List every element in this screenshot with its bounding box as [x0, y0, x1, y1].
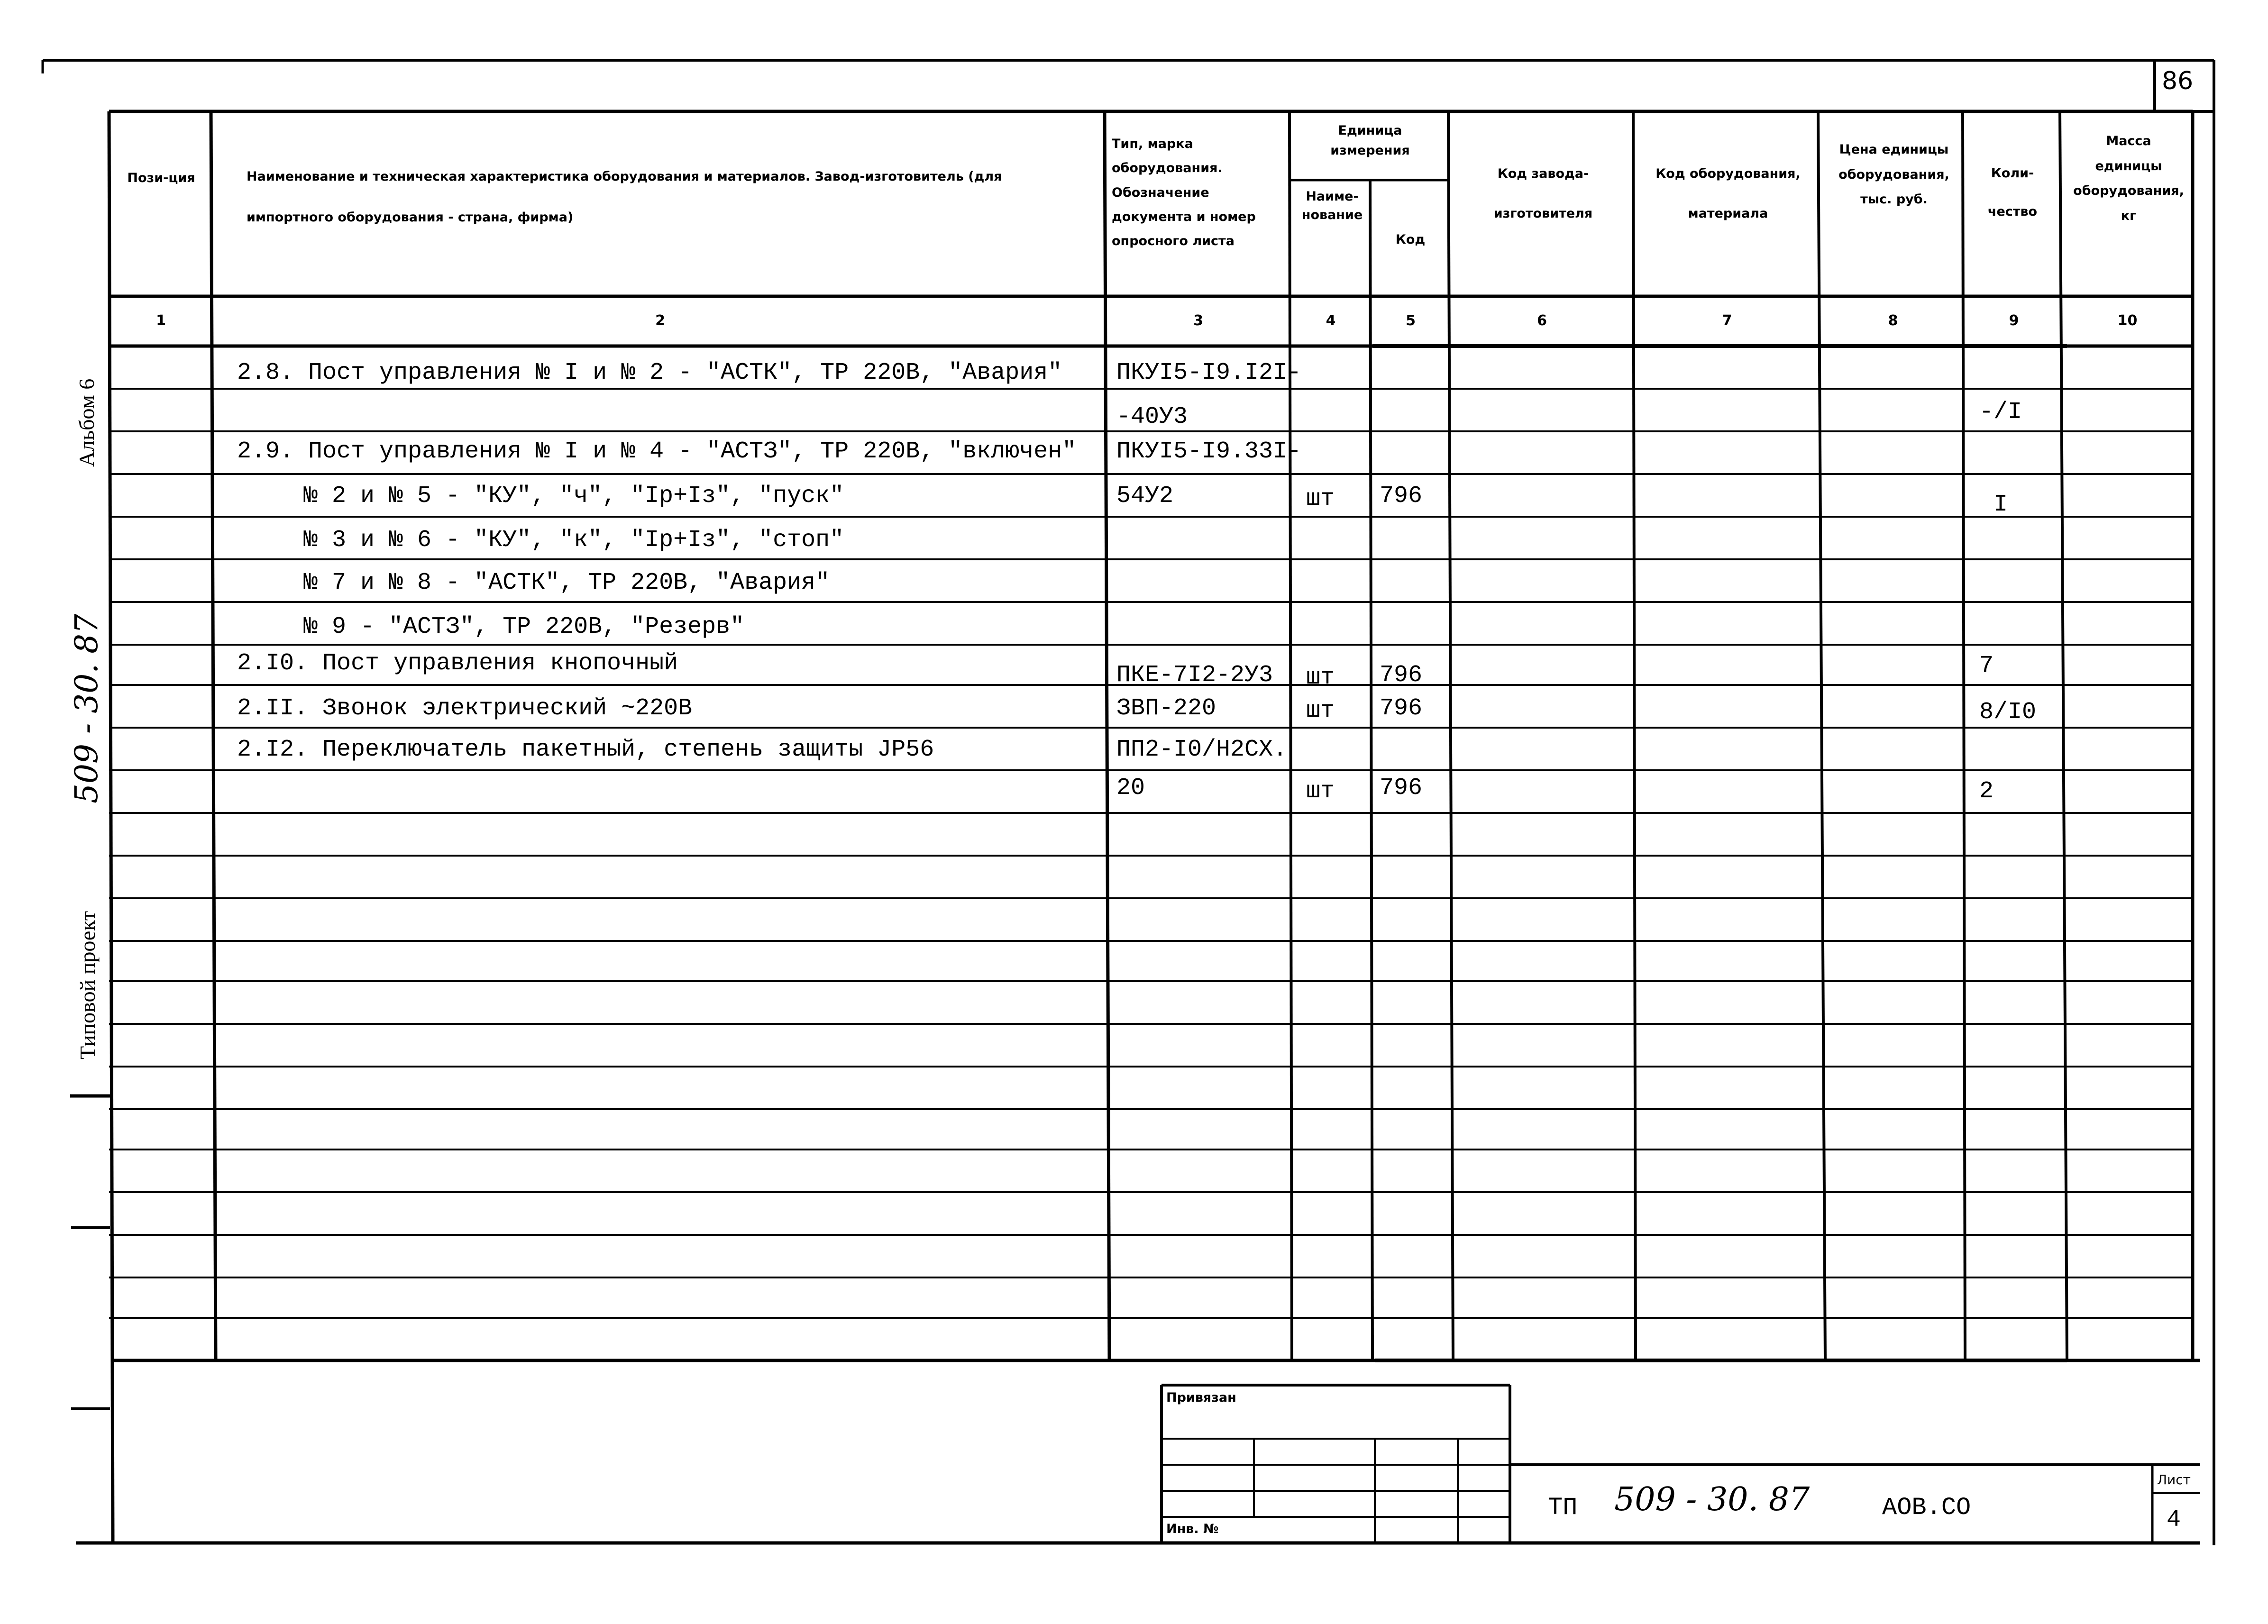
header-position: Пози-ция	[127, 171, 195, 185]
column-number: 7	[1722, 312, 1732, 329]
header-type: Тип, марка оборудования. Обозначение документа и номер опросного листа	[1112, 137, 1256, 249]
row-type: ПКЕ-7I2-2У3	[1116, 662, 1273, 689]
header-equipment-code: Код оборудования, материала	[1655, 166, 1801, 221]
row-unit: шт	[1306, 778, 1335, 805]
header-unit-group: Единица измерения	[1330, 123, 1410, 158]
row-name: № 3 и № 6 - "КУ", "к", "Iр+Iз", "стоп"	[303, 527, 844, 554]
header-quantity: Коли-чество	[1987, 166, 2038, 219]
side-label-project-type: Типовой проект	[75, 911, 100, 1059]
row-code: 796	[1380, 662, 1423, 689]
row-name: 2.8. Пост управления № I и № 2 - "АСТК", ТР 220В, "Авария"	[237, 359, 1062, 386]
stamp-inv-label: Инв. №	[1166, 1522, 1219, 1536]
column-number: 6	[1537, 312, 1547, 329]
row-code: 796	[1380, 775, 1423, 802]
stamp-attached-label: Привязан	[1166, 1390, 1236, 1405]
row-name: № 7 и № 8 - "АСТК", ТР 220В, "Авария"	[303, 569, 830, 596]
sheet-number: 4	[2167, 1506, 2181, 1533]
column-number: 10	[2117, 312, 2138, 329]
header-mass: Масса единицы оборудования, кг	[2073, 134, 2184, 223]
row-type: ЗВП-220	[1116, 695, 1216, 722]
row-unit: шт	[1306, 664, 1335, 691]
row-type: 20	[1116, 775, 1145, 802]
row-name: 2.I0. Пост управления кнопочный	[237, 650, 678, 677]
row-type: ПП2-I0/Н2СХ.	[1116, 736, 1288, 763]
sheet-label: Лист	[2157, 1472, 2191, 1487]
column-number: 4	[1326, 312, 1336, 329]
row-type: -40У3	[1116, 403, 1188, 430]
header-price: Цена единицы оборудования, тыс. руб.	[1838, 142, 1949, 207]
row-name: № 2 и № 5 - "КУ", "ч", "Iр+Iз", "пуск"	[303, 483, 844, 510]
row-unit: шт	[1306, 697, 1335, 724]
header-manufacturer-code: Код завода-изготовителя	[1493, 166, 1593, 221]
row-name: № 9 - "АСТЗ", ТР 220В, "Резерв"	[303, 613, 745, 640]
doc-code-suffix: АОВ.СО	[1882, 1494, 1971, 1522]
column-number: 8	[1888, 312, 1898, 329]
column-number: 1	[156, 312, 166, 329]
row-code: 796	[1380, 483, 1423, 510]
side-label-project-number: 509 - 30. 87	[68, 613, 105, 803]
row-name: 2.9. Пост управления № I и № 4 - "АСТЗ", ТР 220В, "включен"	[237, 438, 1077, 465]
row-qty: I	[1994, 491, 2008, 518]
row-qty: 7	[1979, 652, 1994, 679]
row-qty: -/I	[1979, 399, 2022, 426]
row-type: 54У2	[1116, 483, 1174, 510]
row-name: 2.I2. Переключатель пакетный, степень защиты JР56	[237, 736, 934, 763]
doc-code-number: 509 - 30. 87	[1614, 1481, 1810, 1518]
doc-code-prefix: ТП	[1548, 1494, 1578, 1522]
header-unit-code: Код	[1395, 232, 1426, 247]
column-number: 3	[1193, 312, 1203, 329]
column-number: 9	[2009, 312, 2019, 329]
row-unit: шт	[1306, 485, 1335, 512]
column-number: 5	[1406, 312, 1416, 329]
row-type: ПКУI5-I9.I2I-	[1116, 359, 1302, 386]
side-label-album: Альбом 6	[74, 378, 99, 467]
header-unit-name: Наиме-нование	[1301, 189, 1363, 223]
row-qty: 8/I0	[1979, 699, 2037, 726]
row-type: ПКУI5-I9.33I-	[1116, 438, 1302, 465]
column-number: 2	[655, 312, 665, 329]
row-qty: 2	[1979, 778, 1994, 805]
page-number: 86	[2162, 67, 2194, 95]
row-name: 2.II. Звонок электрический ~220В	[237, 695, 693, 722]
row-code: 796	[1380, 695, 1423, 722]
header-name: Наименование и техническая характеристика оборудования и материалов. Завод-изготовитель (для импортного оборудования - страна, фирма)	[247, 169, 1002, 225]
